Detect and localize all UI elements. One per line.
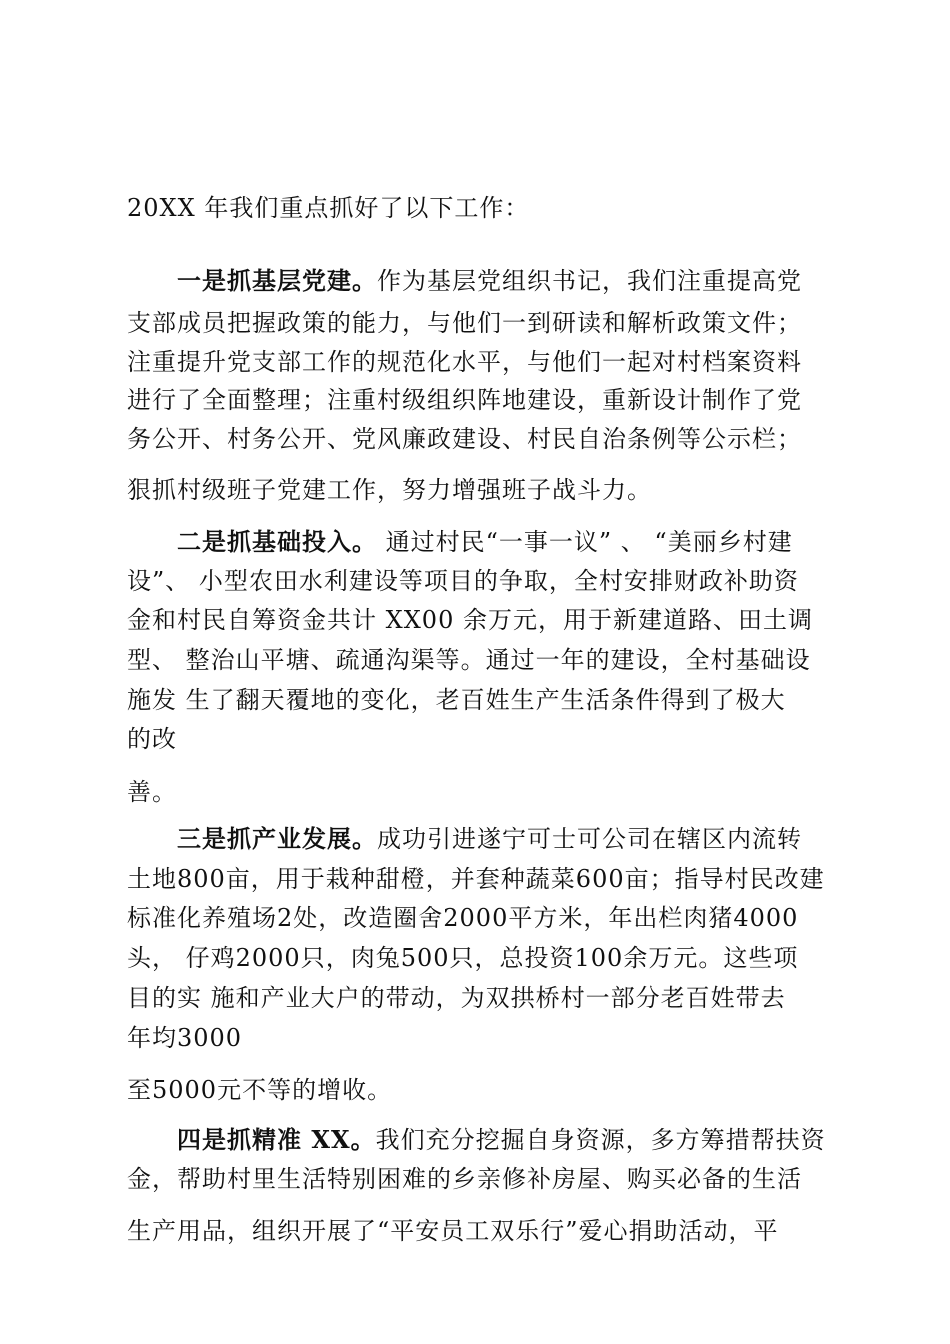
- section-3-line: 至5000元不等的增收。: [127, 1076, 393, 1104]
- section-2-text: 通过村民“一事一议” 、 “美丽乡村建: [377, 528, 793, 556]
- section-2-line: 金和村民自筹资金共计 XX00 余万元，用于新建道路、田土调: [127, 606, 813, 634]
- section-1-line: 注重提升党支部工作的规范化水平，与他们一起对村档案资料: [127, 348, 802, 376]
- section-2-first-line: [177, 527, 793, 557]
- section-4-line: 金，帮助村里生活特别困难的乡亲修补房屋、购买必备的生活: [127, 1165, 802, 1193]
- section-4-heading: 四是抓精准 XX。: [177, 1125, 376, 1154]
- section-3-line: 目的实 施和产业大户的带动，为双拱桥村一部分老百姓带去: [127, 984, 786, 1012]
- section-3-line: 标准化养殖场2处，改造圈舍2000平方米，年出栏肉猪4000: [127, 904, 799, 932]
- section-4-line: 生产用品，组织开展了“平安员工双乐行”爱心捐助活动，平: [127, 1217, 779, 1245]
- section-2-line: 设”、 小型农田水利建设等项目的争取，全村安排财政补助资: [127, 567, 799, 595]
- section-1-line: 务公开、村务公开、党风廉政建设、村民自治条例等公示栏；: [127, 425, 802, 453]
- section-3-line: 头， 仔鸡2000只，肉兔500只，总投资100余万元。这些项: [127, 944, 799, 972]
- section-2-line: 型、 整治山平塘、疏通沟渠等。通过一年的建设，全村基础设: [127, 646, 811, 674]
- section-3-heading: 三是抓产业发展。: [177, 824, 377, 853]
- section-2-heading: 二是抓基础投入。: [177, 527, 377, 556]
- section-3-line: 土地800亩，用于栽种甜橙，并套种蔬菜600亩；指导村民改建: [127, 865, 825, 893]
- section-2-line: 善。: [127, 778, 177, 806]
- section-1-line: 进行了全面整理；注重村级组织阵地建设，重新设计制作了党: [127, 386, 802, 414]
- section-1-heading: 一是抓基层党建。: [177, 266, 377, 295]
- section-3-line: 年均3000: [127, 1024, 243, 1052]
- section-2-line: 施发 生了翻天覆地的变化，老百姓生产生活条件得到了极大: [127, 686, 786, 714]
- section-2-line: 的改: [127, 725, 177, 753]
- section-4-first-line: [177, 1125, 826, 1155]
- section-1-line: 狠抓村级班子党建工作，努力增强班子战斗力。: [127, 476, 652, 504]
- intro-line: 20XX 年我们重点抓好了以下工作：: [127, 194, 530, 222]
- section-1-line: 支部成员把握政策的能力，与他们一到研读和解析政策文件；: [127, 309, 802, 337]
- section-4-text: 我们充分挖掘自身资源，多方筹措帮扶资: [375, 1126, 826, 1154]
- section-1-first-line: [177, 266, 802, 296]
- section-3-first-line: [177, 824, 802, 854]
- section-3-text: 成功引进遂宁可士可公司在辖区内流转: [377, 825, 802, 853]
- section-1-text: 作为基层党组织书记，我们注重提高党: [377, 267, 802, 295]
